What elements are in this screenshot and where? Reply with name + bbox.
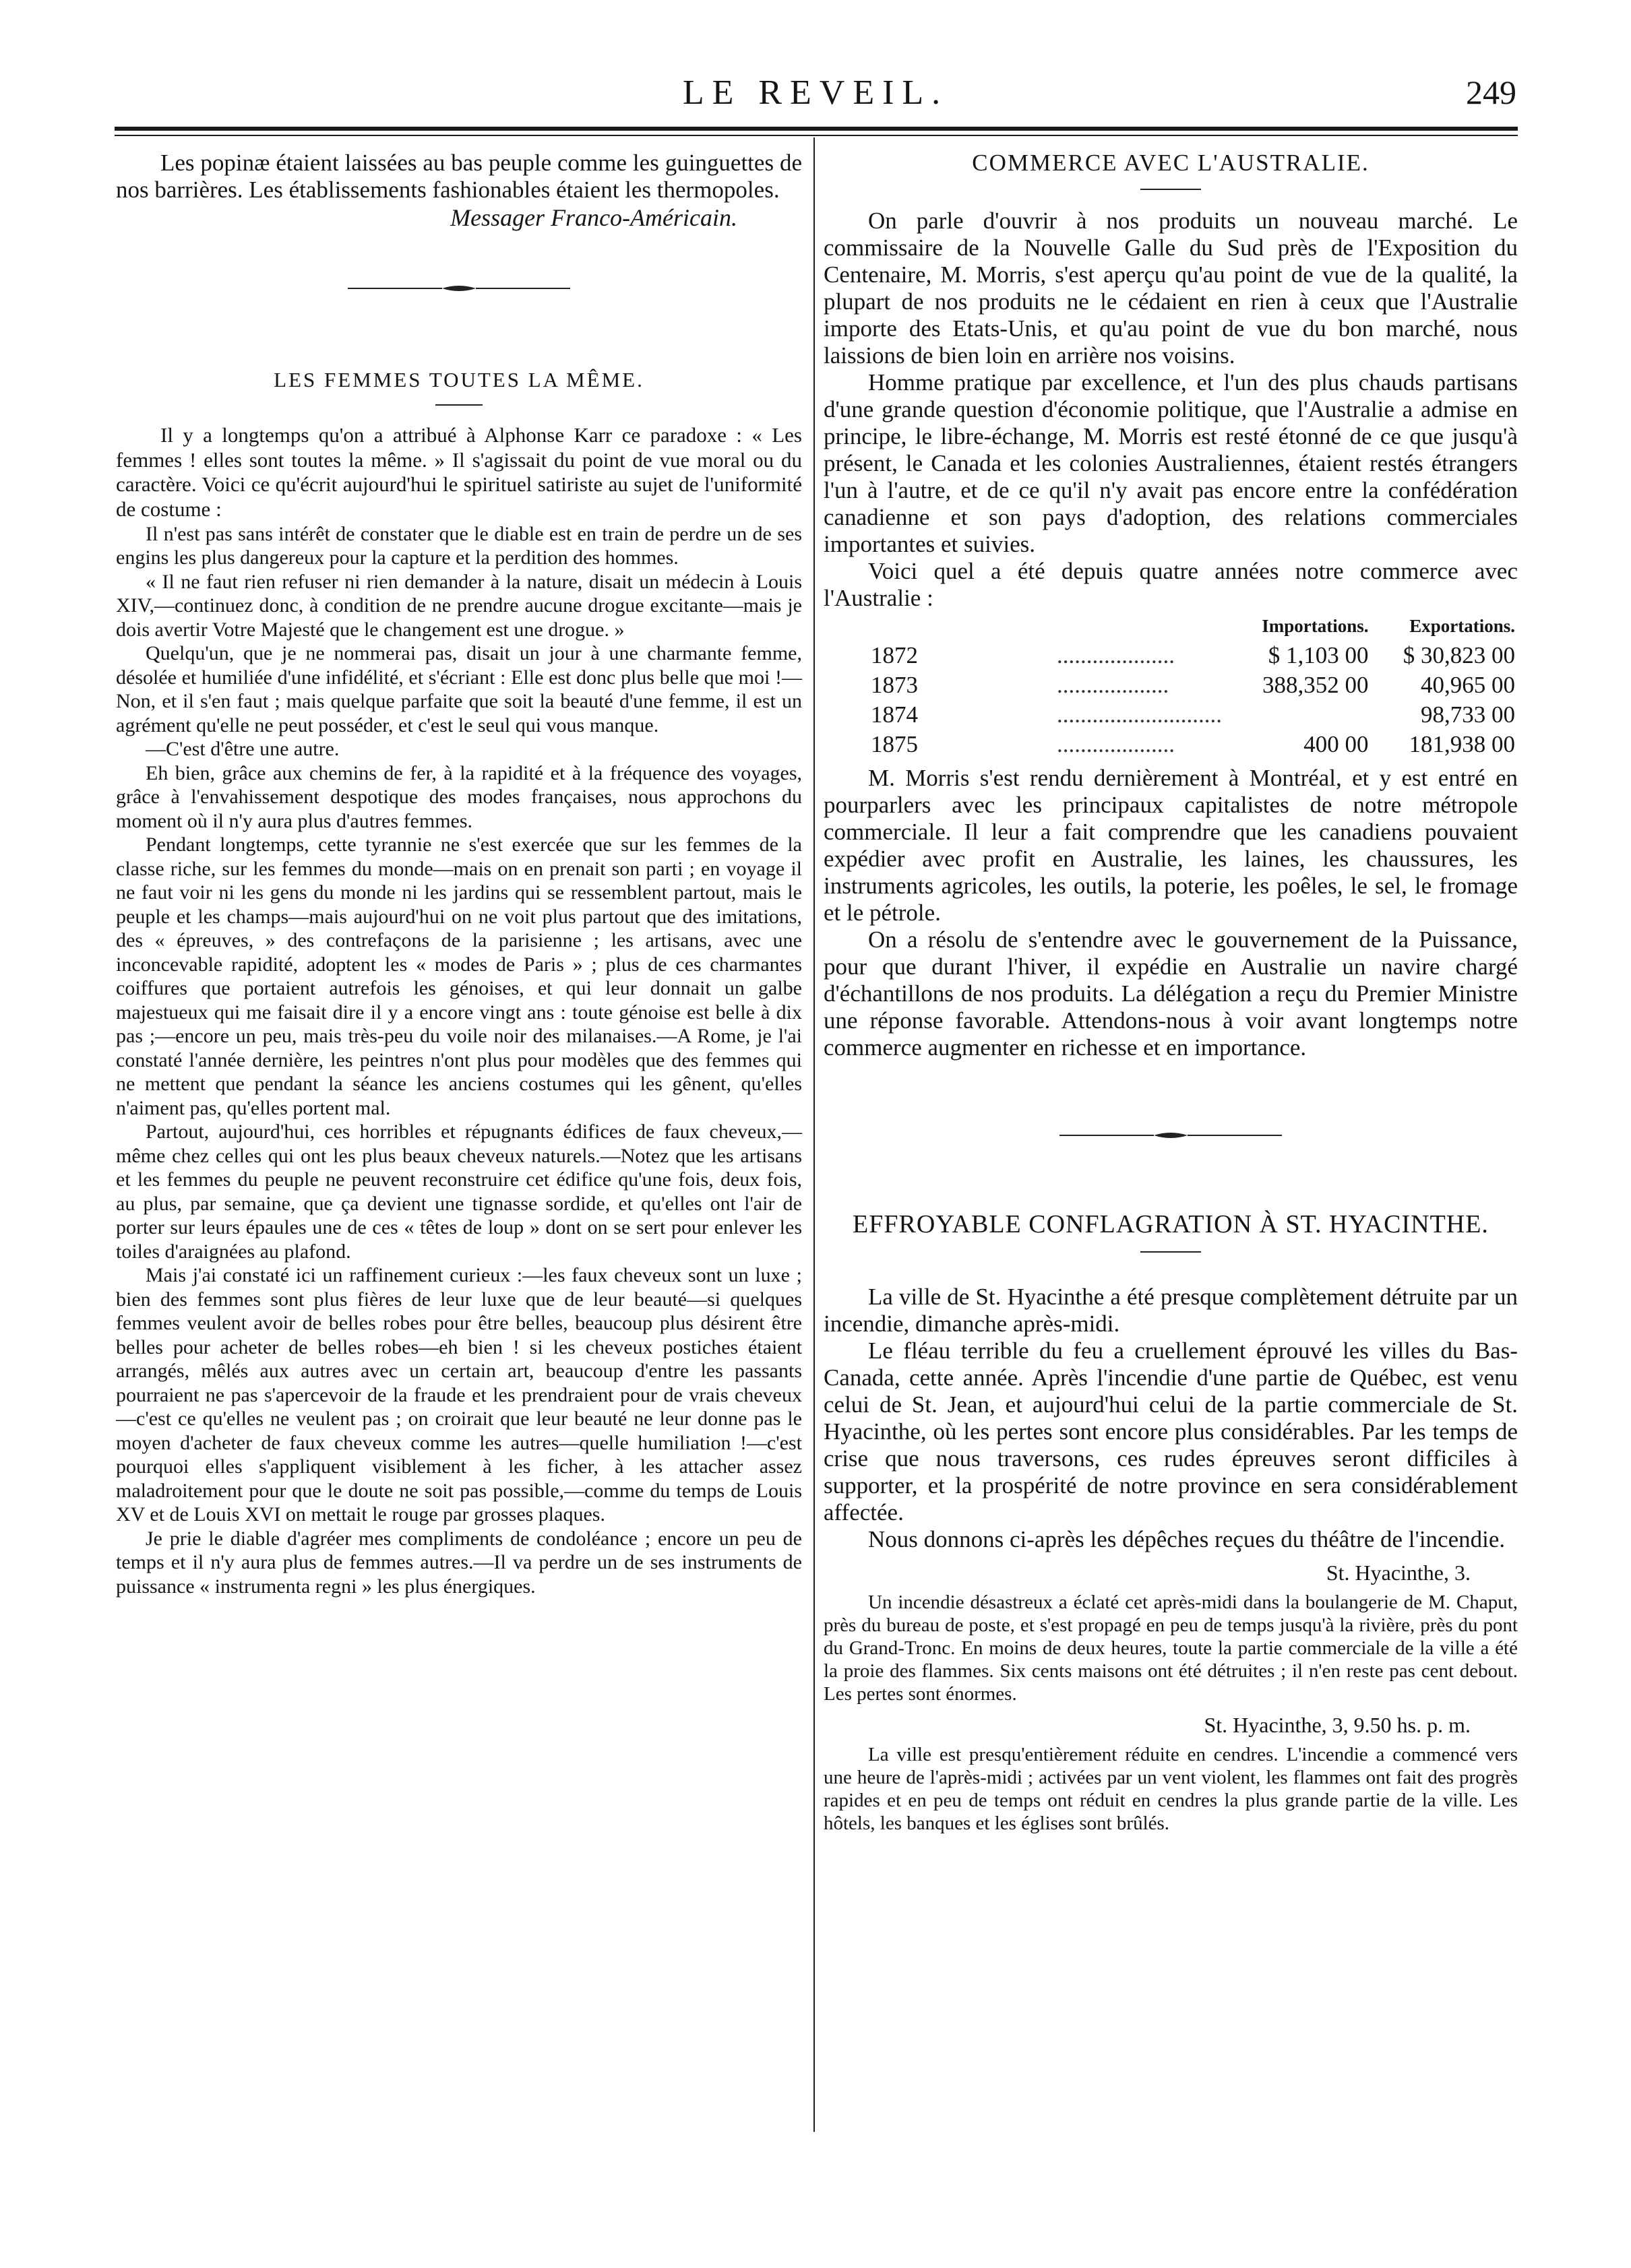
imports-cell: $ 1,103 00 — [1268, 642, 1369, 668]
quoted-paragraph: Partout, aujourd'hui, ces horribles et répugnants édifices de faux cheveux,—même chez celles qui ont les plus beaux cheveux naturels.—Notez que les artisans et les femmes du peuple ne peuvent reconstruire cet édifice qu'une fois, deux fois, au plus, par semaine, que ça devient une tignasse sordide, et qu'elles ont l'air de porter sur leurs épaules une de ces « têtes de loup » dont on se sert pour enlever les toiles d'araignées au plafond. — [116, 1121, 802, 1263]
article-paragraph: Le fléau terrible du feu a cruellement éprouvé les villes du Bas-Canada, cette année. Après l'incendie d'une partie de Québec, est venu celui de St. Jean, et aujourd'hui celui de la partie commerciale de St. Hyacinthe, où les pertes sont encore plus considérables. Par les temps de crise que nous traversons, ces rudes épreuves seront difficiles à supporter, et la prospérité de notre province en sera considérablement affectée. — [824, 1337, 1518, 1525]
year-cell: 1874 — [871, 701, 918, 728]
masthead-rule-thick — [115, 127, 1518, 131]
article-heading: COMMERCE AVEC L'AUSTRALIE. — [972, 150, 1370, 176]
year-cell: 1875 — [871, 731, 918, 757]
article-paragraph: Nous donnons ci-après les dépêches reçues du théâtre de l'incendie. — [868, 1526, 1506, 1552]
section-ornament — [824, 1129, 1518, 1142]
article-australie — [824, 150, 1518, 1061]
table-row — [824, 700, 1518, 730]
table-row — [824, 641, 1518, 670]
exports-cell: 98,733 00 — [1421, 701, 1515, 728]
quoted-paragraph: —C'est d'être une autre. — [146, 738, 340, 761]
table-row — [824, 730, 1518, 759]
intro-signature: Messager Franco-Américain. — [450, 204, 737, 231]
trade-table — [824, 616, 1518, 759]
table-header-row — [824, 616, 1518, 641]
exports-cell: $ 30,823 00 — [1403, 642, 1515, 668]
leader-dots: .................... — [1057, 642, 1175, 668]
article-paragraph: On a résolu de s'entendre avec le gouvernement de la Puissance, pour que durant l'hiver, il expédie en Australie un navire chargé d'échantillons de nos produits. La délégation a reçu du Premier Ministre une réponse favorable. Attendons-nous à voir avant longtemps notre commerce augmenter en richesse et en importance. — [824, 926, 1518, 1061]
heading-rule — [1140, 1251, 1201, 1253]
article-paragraph: La ville de St. Hyacinthe a été presque complètement détruite par un incendie, dimanche après-midi. — [824, 1284, 1518, 1337]
left-column — [116, 150, 802, 1598]
article-paragraph: Voici quel a été depuis quatre années notre commerce avec l'Australie : — [824, 558, 1518, 611]
heading-rule — [435, 404, 483, 406]
right-column — [824, 150, 1518, 1835]
leader-dots: ................... — [1057, 672, 1169, 698]
quoted-paragraph: Il n'est pas sans intérêt de constater que le diable est en train de perdre un de ses engins les plus dangereux pour la capture et la perdition des hommes. — [116, 522, 802, 569]
article-femmes — [116, 368, 802, 1598]
year-cell: 1872 — [871, 642, 918, 668]
article-paragraph: M. Morris s'est rendu dernièrement à Montréal, et y est entré en pourparlers avec les principaux capitalistes de notre métropole commerciale. Il leur a fait comprendre que les canadiens pouvaient expédier avec profit en Australie, les laines, les chaussures, les instruments agricoles, les outils, la poterie, les poêles, le sel, le fromage et le pétrole. — [824, 765, 1518, 926]
imports-cell — [1225, 700, 1371, 730]
intro-paragraph: Les popinæ étaient laissées au bas peuple comme les guinguettes de nos barrières. Les établissements fashionables étaient les thermopoles. — [116, 150, 802, 203]
column-header-imports: Importations. — [1262, 616, 1369, 636]
dispatch-dateline: St. Hyacinthe, 3. — [1326, 1561, 1471, 1585]
masthead-rule-thin — [115, 135, 1518, 136]
article-paragraph: On parle d'ouvrir à nos produits un nouveau marché. Le commissaire de la Nouvelle Galle du Sud près de l'Exposition du Centenaire, M. Morris, s'est aperçu qu'au point de vue de la qualité, la plupart de nos produits ne le cédaient en rien à ceux que l'Australie importe des Etats-Unis, et qu'au point de vue du bon marché, nous laissions de bien loin en arrière nos voisins. — [824, 208, 1518, 369]
dispatch-dateline: St. Hyacinthe, 3, 9.50 hs. p. m. — [1204, 1713, 1471, 1737]
leader-dots: ............................ — [1057, 701, 1223, 728]
imports-cell: 400 00 — [1303, 731, 1369, 757]
dispatch-text: Un incendie désastreux a éclaté cet après-midi dans la boulangerie de M. Chaput, près du bureau de poste, et s'est propagé en peu de temps jusqu'à la rivière, près du pont du Grand-Tronc. En moins de deux heures, toute la partie commerciale de la ville a été la proie des flammes. Six cents maisons ont été détruites ; il n'en reste pas cent debout. Les pertes sont énormes. — [824, 1592, 1518, 1705]
article-paragraph: Homme pratique par excellence, et l'un des plus chauds partisans d'une grande question d'économie politique, que l'Australie a admise en principe, le libre-échange, M. Morris est resté étonné de ce que jusqu'à présent, le Canada et les colonies Australiennes, étaient restés étrangers l'un à l'autre, et de ce qu'il n'y avait pas encore entre la confédération canadienne et son pays d'adoption, des relations commerciales importantes et suivies. — [824, 369, 1518, 557]
page-number: 249 — [1466, 73, 1516, 111]
leader-dots: .................... — [1057, 731, 1175, 757]
ornament-rule-icon — [1059, 1129, 1282, 1142]
exports-cell: 181,938 00 — [1409, 731, 1515, 757]
year-cell: 1873 — [871, 672, 918, 698]
quoted-paragraph: Quelqu'un, que je ne nommerai pas, disait un jour à une charmante femme, désolée et humiliée d'une infidélité, et s'écriant : Elle est donc plus belle que moi !—Non, et il s'en faut ; mais quelque parfaite que soit la beauté d'une femme, il est un agrément qu'elle ne peut posséder, et c'est le seul qui vous manque. — [116, 642, 802, 736]
imports-cell: 388,352 00 — [1262, 672, 1369, 698]
table-row — [824, 670, 1518, 700]
quoted-paragraph: Mais j'ai constaté ici un raffinement curieux :—les faux cheveux sont un luxe ; bien des femmes sont plus fières de leur luxe que de leur beauté—si quelques femmes veulent avoir de belles robes pour être belles, beaucoup plus désirent être belles pour acheter de belles robes—eh bien ! si les cheveux postiches étaient arrangés, mêlés aux autres avec un certain art, beaucoup d'entre les passants pourraient ne pas s'apercevoir de la fraude et les prendraient pour de vrais cheveux—c'est ce qu'elles ne veulent pas ; on croirait que leur beauté ne leur donne pas le moyen d'acheter de faux cheveux comme les autres—quelle humiliation !—c'est pourquoi elles s'appliquent visiblement à les ficher, à les attacher assez maladroitement pour que le doute ne soit pas possible,—comme du temps de Louis XV et de Louis XVI on mettait le rouge par grosses plaques. — [116, 1264, 802, 1526]
quoted-paragraph: Eh bien, grâce aux chemins de fer, à la rapidité et à la fréquence des voyages, grâce à l'envahissement despotique des modes françaises, nous approchons du moment où il n'y aura plus d'autres femmes. — [116, 761, 802, 832]
exports-cell: 40,965 00 — [1421, 672, 1515, 698]
quoted-paragraph: « Il ne faut rien refuser ni rien demander à la nature, disait un médecin à Louis XIV,—continuez donc, à condition de ne prendre aucune drogue excitante—mais je dois avertir Votre Majesté que le changement est une drogue. » — [116, 570, 802, 641]
article-hyacinthe — [824, 1209, 1518, 1835]
article-paragraph: Il y a longtemps qu'on a attribué à Alphonse Karr ce paradoxe : « Les femmes ! elles sont toutes la même. » Il s'agissait du point de vue moral ou du caractère. Voici ce qu'écrit aujourd'hui le spirituel satiriste au sujet de l'uniformité de costume : — [116, 423, 802, 522]
quoted-paragraph: Pendant longtemps, cette tyrannie ne s'est exercée que sur les femmes de la classe riche, sur les femmes du monde—mais on en prenait son parti ; en voyage il ne faut voir ni les gens du monde ni les jardins qui se ressemblent partout, mais le peuple et les champs—mais aujourd'hui on ne voit plus partout que des imitations, des « épreuves, » des contrefaçons de la parisienne ; les artisans, avec une inconcevable rapidité, adoptent les « modes de Paris » ; plus de ces charmantes coiffures que portaient autrefois les génoises, et qui leur donnait un galbe majestueux qui me faisait dire il y a encore vingt ans : toute génoise est belle à dix pas ;—encore un peu, mais très-peu du voile noir des milanaises.—A Rome, je l'ai constaté l'année dernière, les peintres n'ont plus pour modèles que des femmes qui ne mettent que pendant la séance les anciens costumes qui les gênent, qu'elles n'aiment pas, qu'elles portent mal. — [116, 833, 802, 1119]
heading-rule — [1140, 189, 1201, 190]
article-heading: LES FEMMES TOUTES LA MÊME. — [274, 368, 644, 391]
ornament-rule-icon — [348, 282, 570, 295]
column-divider — [813, 137, 815, 2132]
column-header-exports: Exportations. — [1409, 616, 1515, 636]
newspaper-title: LE REVEIL. — [682, 73, 949, 112]
masthead — [115, 73, 1516, 113]
dispatch-text: La ville est presqu'entièrement réduite en cendres. L'incendie a commencé vers une heure de l'après-midi ; activées par un vent violent, les flammes ont fait des progrès rapides et en peu de temps ont réduit en cendres la plus grande partie de la ville. Les hôtels, les banques et les églises sont brûlés. — [824, 1744, 1518, 1834]
article-heading: EFFROYABLE CONFLAGRATION À ST. HYACINTHE. — [853, 1210, 1489, 1238]
quoted-paragraph: Je prie le diable d'agréer mes compliments de condoléance ; encore un peu de temps et il n'y aura plus de femmes autres.—Il va perdre un de ses instruments de puissance « instrumenta regni » les plus énergiques. — [116, 1527, 802, 1598]
section-ornament — [116, 282, 802, 295]
